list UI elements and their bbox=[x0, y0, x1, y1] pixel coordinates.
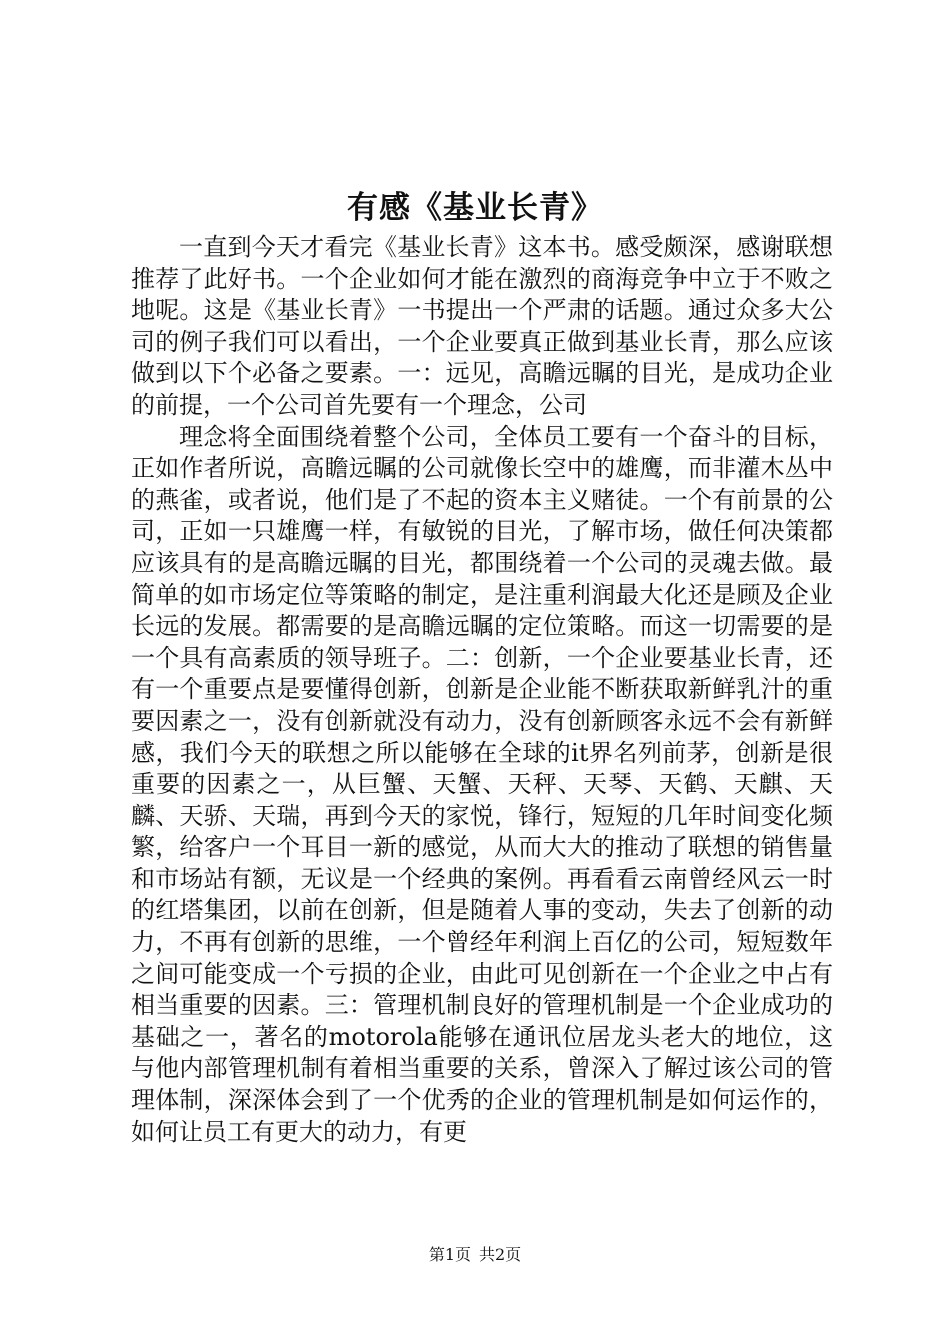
document-title: 有感《基业长青》 bbox=[347, 190, 603, 226]
page-total: 共2页 bbox=[479, 1245, 522, 1264]
paragraph-2: 理念将全面围绕着整个公司，全体员工要有一个奋斗的目标，正如作者所说，高瞻远瞩的公司就像长空中的雄鹰，而非灌木丛中的燕雀，或者说，他们是了不起的资本主义赌徒。一个有前景的公司，正如一只雄鹰一样，有敏锐的目光，了解市场，做任何决策都应该具有的是高瞻远瞩的目光，都围绕着一个公司的灵魂去做。最简单的如市场定位等策略的制定，是注重利润最大化还是顾及企业长远的发展。都需要的是高瞻远瞩的定位策略。而这一切需要的是一个具有高素质的领导班子。二：创新，一个企业要基业长青，还有一个重要点是要懂得创新，创新是企业能不断获取新鲜乳汁的重要因素之一，没有创新就没有动力，没有创新顾客永远不会有新鲜感，我们今天的联想之所以能够在全球的it界名列前茅，创新是很重要的因素之一，从巨蟹、天蟹、天秤、天琴、天鹤、天麒、天麟、天骄、天瑞，再到今天的家悦，锋行，短短的几年时间变化频繁，给客户一个耳目一新的感觉，从而大大的推动了联想的销售量和市场站有额，无议是一个经典的案例。再看看云南曾经风云一时的红塔集团，以前在创新，但是随着人事的变动，失去了创新的动力，不再有创新的思维，一个曾经年利润上百亿的公司，短短数年之间可能变成一个亏损的企业，由此可见创新在一个企业之中占有相当重要的因素。三：管理机制良好的管理机制是一个企业成功的基础之一，著名的motorola能够在通讯位居龙头老大的地位，这与他内部管理机制有着相当重要的关系，曾深入了解过该公司的管理体制，深深体会到了一个优秀的企业的管理机制是如何运作的，如何让员工有更大的动力，有更 bbox=[131, 422, 833, 1146]
paragraph-1: 一直到今天才看完《基业长青》这本书。感受颇深，感谢联想推荐了此好书。一个企业如何才能在激烈的商海竞争中立于不败之地呢。这是《基业长青》一书提出一个严肃的话题。通过众多大公司的例子我们可以看出，一个企业要真正做到基业长青，那么应该做到以下个必备之要素。一：远见，高瞻远瞩的目光，是成功企业的前提，一个公司首先要有一个理念，公司 bbox=[131, 233, 833, 419]
document-body bbox=[131, 232, 833, 1148]
page-number: 第1页 bbox=[428, 1245, 471, 1264]
page-footer bbox=[0, 1244, 950, 1266]
